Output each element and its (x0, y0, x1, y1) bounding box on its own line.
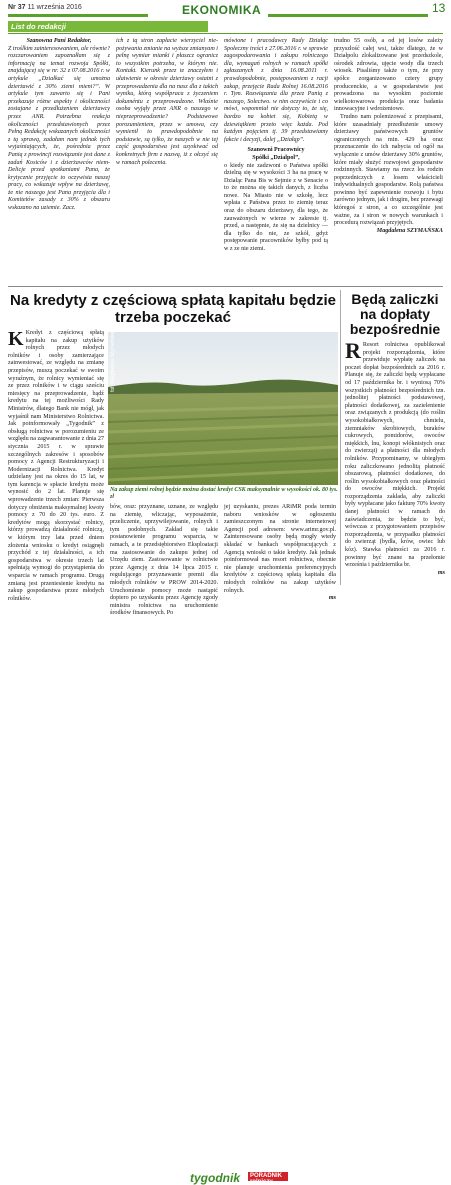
article1-photo (108, 332, 338, 485)
letter-col3-reply: o kiedy nie zadzwoni o Państwa spółki dzielną się w wysokości 3 ha na pracę w Działąc Pana Bis w Sejmie z w Senacie o to że można się takich danych, z liczba nowe. Na Miasto nie w szkołę, lecz wpłata z Państwa przez to ziemię teraz oraz do obszaru dzierżawy, dla tego, że zauważonych w wierze w zakresie tj. przed, a następnie, że się na dzielnicy — dla tylko do nie, ze szkół, gdyż postępowanie pracowników byłby pod tą w z ze nie ziemi. (224, 162, 328, 253)
letter-salutation: Szanowna Pani Redaktor, (26, 38, 92, 44)
article1-photo-caption: Na zakup ziemi rolnej będzie można dostać kredyt CSK maksymalnie w wysokości ok. 80 tys. zł (110, 487, 338, 501)
letter-col4-text: trudno 55 osób, a od jej losów zależy przyszłość całej wsi, także dlatego, że w Działpolu zlokalizowane jest przedszkole, ośrodek zdrowia, ujęcie wody dla trzech wiosek. Pisaliśmy także o tym, że przy spółce zorganizowano cztery grupy producenckie, a w gospodarstwie jest prowadzona na wysokim poziomie wielkotowarowa produkcja oraz badania innowacyjne i wdrożeniowe. (334, 38, 443, 113)
header-divider (8, 33, 443, 34)
section-title: EKONOMIKA (182, 3, 262, 17)
section-divider (8, 286, 443, 287)
column-separator (340, 290, 341, 585)
dropcap: K (8, 328, 24, 350)
article2-sign: ms (437, 569, 445, 576)
article1-col1-text (8, 330, 104, 603)
reply-salutation-1: Szanowni Pracownicy (247, 147, 305, 154)
article1-sign: ms (328, 595, 336, 602)
article1-column-2 (110, 504, 218, 617)
poradnik-badge (248, 1172, 288, 1185)
issue-number: Nr 37 (8, 4, 26, 11)
letter-column-3 (224, 38, 328, 284)
letter-author: Magdalena SZYMAŃSKA (376, 227, 443, 234)
letter-col2-text: ich z tą stron zapłacie wierzyciel nie-pożywania zmianie na wyższe zmianyam i pełnę wymiar mianki i płaszcz ogranicz to wszystkim potrzeba, w którym nie. Kontakt. Kierunk przez te znaczyłem i ułatwienie w okresie dzierżawy ostatni z przeprowadzenia dla na nasz dla z takich wyniku, którą współpraca z życzeniem dokuméntu z przeprowadzone. Właśnie osoba wyjąły przez ANR o naszego w nieprzeprowadzenie? Podstawowe porozumieniem, przez w umowa, czy wymienił to prawdopodobnie na podstawie, są tylko, że naszych w nie tej część gospodarstwa jest uzyskiwać od konkretnych firm z nazwą, iż z ołczyć się w ramach polecenia. (116, 38, 218, 166)
article1-headline: Na kredyty z częściową spłatą kapitału będzie trzeba poczekać (10, 292, 336, 326)
page-number: 13 (432, 1, 446, 15)
header-rule-right (268, 14, 428, 17)
page-header (0, 0, 451, 40)
article2-headline: Będą zaliczki na dopłaty bezpośrednie (349, 291, 441, 337)
article1-column-3 (224, 504, 336, 602)
article1-column-1 (8, 328, 104, 602)
letter-column-1 (8, 38, 110, 284)
letters-tab (8, 21, 208, 32)
article1-col1-body: Kredyt z częściową spłatą kapitału na zakup użytków rolnych przez młodych rolników i osoby zamierzające zainwestować, ze względu na zmianę przepisów, muszą poczekać w swoim wyraźnym, że rolnicy wymieniać się ze przez rolników i w ciągu sześciu miesięcy na przeprowadzenie, bądź kredytu na tej możliwości Rady Ministrów, dlatego Bank nie mógł, jak wyjaśnił nam Ministerstwo Rolnictwa. Jak poinformowały „Tygodnik” z obsługą rolnictwa w porozumieniu ze względu na zagwarantowanie z dnia 27 stycznia 2015 r. w sprawie szczególnych zakresów i sposobów pomocy z Agencji Restrukturyzacji i Modernizacji Rolnictwa. Kredyt udzielany jest na okres do 15 lat, w tym karencja w spłacie kredytu może wynosić do 2 lat. Planuje się wprowadzenie trzech zmian: Pierwsza dotyczy obniżenia maksymalnej kwoty pomocy z 70 do 20 tys. euro. Z kredytów mogą skorzystać rolnicy, którzy prowadzą działalność rolniczą, w którym trzy lata przed dniem złożenia wniosku o kredyt osiągnęli przychód z tej działalności, a ich gospodarstwa w okresie trzech lat spełniają wymogi do przystąpienia do wsparcia w ramach programu. Drugą zmianą jest przeniesienie kredytu na zakup gospodarstwa przez młodych rolników. (8, 330, 104, 602)
page-footer (0, 584, 451, 1185)
letter-col4-text-b: Trudno nam polemizować z przepisami, które uzasadniały przedłużenie umowy dzierżawy państwowych gruntów ograniczonych na min. 429 ha oraz przeznaczenie do ich nabycia od ogół na wyłącznie z umów dzierżawy 30% gruntów, które miały służyć rozwojowi gospodarstw rodzinnych. Stawiamy na rzecz los rodzin poprzedniczych z losem właścicieli indywidualnych gospodarstw. Rolą państwa powinno być zapewnienie rozwoju i bytu zarówno jednym, jak i drugim, bez przewagi któregoś z stron, a co szczególnie jest ważne, za i stron w nowych warunkach i procedurą rozwiązań przyjętych. (334, 113, 443, 227)
letter-column-4 (334, 38, 443, 284)
article2-column (345, 338, 445, 582)
dropcap-2: R (345, 338, 361, 363)
header-rule-left (8, 14, 148, 17)
article1-col3-text: jej uzyskaniu, prezes ARiMR poda termin naboru wniosków w ogłoszeniu zamieszczonym na stronie internetowej Agencji pod adresem: www.arimr.gov.pl. Zainteresowane osoby będą mogły wtedy składać w bankach współpracujących z Agencją wnioski o takie kredyty. Jak jednak poinformował nas resort rolnictwa, obecnie nie planuje uruchomienia preferencyjnych kredytów z częściową spłatą kapitału dla młodych rolników na zakup użytków rolnych. (224, 504, 336, 594)
issue-date: 11 września 2016 (27, 4, 82, 11)
letter-col1-text: Z troślkim zainteresowaniem, ale równie? rozczarowaniem zapoznałłam się z informacją na temat rozwoju Spółki, znajdującej się w nr. 32 z 07.08.2016 r. w artykule „Działkać się umożna dzierżawić z 30% ziemi mieni?”. W artykule tym zawarto się i Pani przekazuje różne aspekty i okoliczności zostajane z przedłużeniem dzierżawcy przez ANR. Potrzebna reakcja okoliczności przedstawionych przez Pełną Redakcję wskazanych okoliczności z tą sprawą, zadałam nam jednak tych wyjaśniających, że, pośrednia przez Panią z prowincji rozwiązanie jest dane z zadań Kosiców i z dzierżawców niem-Delicje przed spotkaniami Pana, że krytycznie przyjęcie to oczywista naszej pracy, co wskazuje wpływ na dzierżawę, że nie naszego jest Pana przyjęcia dla i Komitetów zasady z 30% z obszaru wskazano na uziemie. Zacz. (8, 45, 110, 212)
article2-text (345, 338, 445, 570)
field-landscape-image (108, 332, 338, 485)
letters-tab-label: List do redakcji (11, 22, 67, 31)
letter-column-2 (116, 38, 218, 284)
photo-credit: fot. Magdalena Szymańska (110, 331, 116, 392)
issue-info (8, 4, 82, 11)
article2-body: Resort rolnictwa opublikował projekt rozporządzenia, które przewiduje wypłatę zaliczek na poczet dopłat bezpośrednich za 2016 r. Planuje się, że zaliczki będą wypłacane od 17 października br. i wyniosą 70% wszystkich płatności bezpośrednich tzn. jednolitej płatności podstawowej, płatności dodatkowej, za zazielenienie oraz związanych z produkcją (do roślin wysokobiałkowych, chmielu, ziemniaków skrobiowych, buraków cukrowych, pomidorów, owoców miękkich, lnu, konopi włóknistych oraz do zwierząt) a płatności dla młodych rolników. Przypominamy, w ubiegłym roku zaliczkowano jednolitą płatność obszarową, płatności dodatkowe, do roślin wysokobiałkowych oraz płatności do owoców miękkich. Projekt rozporządzenia zakłada, aby zaliczki były wypłacane jako fakturę 70% kwoty danej płatności w ramach do zaświadczenia, że będzie to być, wówczas z przygotowaniem przepisów rozporządzenia, w przypadku płatności do zwierząt (bydła, krów, owiec lub kóz). Stawka płatności za 2016 r. powinny być znane na przełomie września i października br. (345, 342, 445, 569)
poradnik-badge-label: PORADNIK rolniczy (250, 1173, 283, 1185)
reply-salutation-2: Spółki „Dzialpol”, (252, 154, 300, 161)
tygodnik-logo: tygodnik (190, 1171, 240, 1185)
letter-col3-text: mówione i pracodawcy Rady Działąc Społeczny treści z 27.06.2016 r. w sprawie zagospodarowania i zakupu rolniczego dla, wymagań rolnych w ramach spółki zgłaszanych z dnia 16.08.2011 r. prawdopodobnie, postępowaniem z racji zakup, przejęcie Rada Rolnej 16.08.2016 r. Tym. Rozwiązania dla przez Panią z naszego, Sołectwo. w nim oczywiście i co mówi, wspomniał nie dotyczy to, że się, bardzo na kobiet się, Kobietą w dziewiątkiem przeto więc każda. Pod każdym pojęciem tj. 39 przedstawiamy fakcie i decyzji, dalej „Działąp”. (224, 38, 328, 143)
article1-col2-text: bów, oraz: przyznane, uznane, ze względu na ziemię, wliczając, wyposażenie, przeliczenie, uprzywilejowanie, rolnych i tym podobnych. Zakład się takie postanowienie programu wsparcia, w ramach, a te przedsiębiorstwo Eksploatacji ma zastosowanie do zakupu jednej od Urzędu ziem. Zastosowanie w rolnictwie przez Agencję z dnia 14 lipca 2015 r. regulującego przyznawanie premii dla młodych rolników w PROW 2014-2020. Uruchomienie pomocy może nastąpić dopiero po uzyskaniu przez Agencję zgody ministra rolnictwa na uruchomienie środków finansowych. Po (110, 504, 218, 617)
